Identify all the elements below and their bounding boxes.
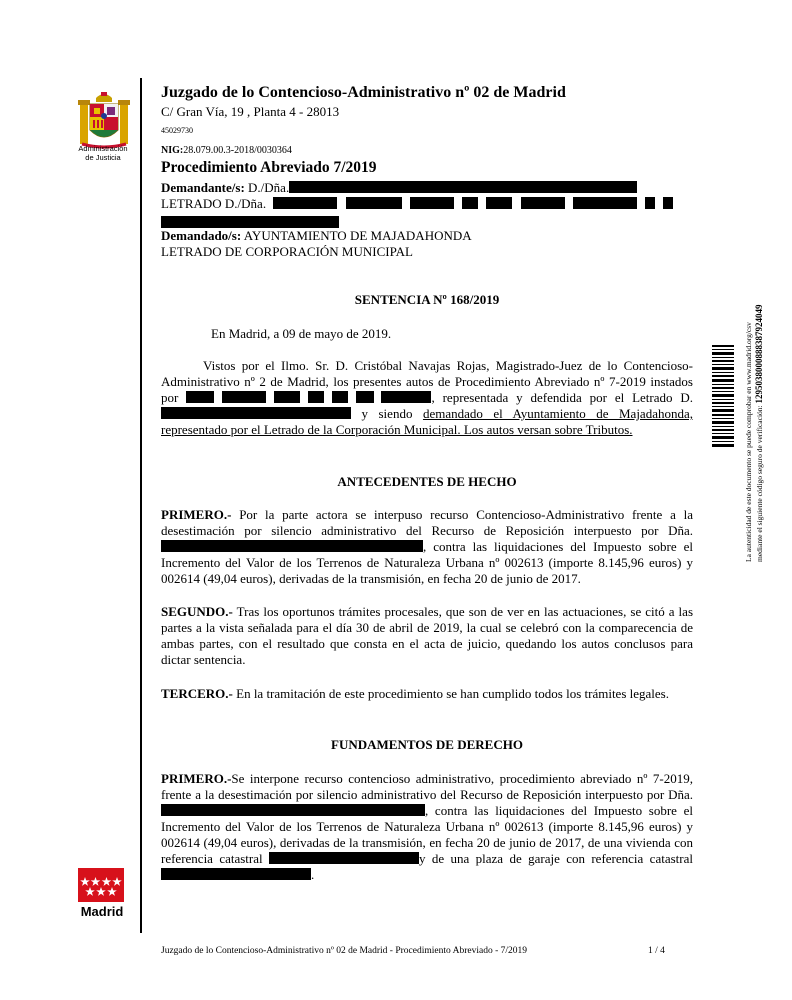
- fundamentos-primero-label: PRIMERO.-: [161, 771, 232, 786]
- footer-text: Juzgado de lo Contencioso-Administrativo nº 02 de Madrid - Procedimiento Abreviado - 7/2019: [161, 946, 527, 956]
- defendant-value: AYUNTAMIENTO DE MAJADAHONDA: [243, 228, 472, 243]
- fundamentos-primero-a: Se interpone recurso contencioso administrativo, procedimiento abreviado nº 7-2019, frente a la desestimación por silencio administrativo del Recurso de Reposición interpuesto por Dña.: [161, 771, 693, 802]
- fundamentos-primero-b: , contra las liquidaciones del Impuesto sobre el Incremento del Valor de los Terrenos de Naturaleza Urbana nº 002613 (importe 8.145,96 euros) y 002614 (49,04 euros), derivadas de la transmisión, en fecha 20 de junio de 2017, de una vivienda con referencia catastral: [161, 803, 693, 866]
- defendant-lawyer: LETRADO DE CORPORACIÓN MUNICIPAL: [161, 244, 413, 259]
- intro-paragraph: [161, 358, 693, 438]
- primero-text-a: Por la parte actora se interpuso recurso Contencioso-Administrativo frente a la desestimación por silencio administrativo del Recurso de Reposición interpuesto por Dña.: [161, 507, 693, 538]
- tercero-text: En la tramitación de este procedimiento se han cumplido todos los trámites legales.: [236, 686, 669, 701]
- redaction: [161, 407, 351, 419]
- nig-label: NIG:: [161, 145, 184, 156]
- court-address: C/ Gran Vía, 19 , Planta 4 - 28013: [161, 104, 340, 119]
- court-code: 45029730: [161, 126, 193, 135]
- antecedentes-heading: ANTECEDENTES DE HECHO: [337, 474, 517, 489]
- intro-underlined: demandado el Ayuntamiento de Majadahonda, representado por el Letrado de la Corporación Municipal. Los autos versan sobre Tributos.: [161, 406, 693, 437]
- sentence-title: SENTENCIA Nº 168/2019: [354, 292, 500, 307]
- nig-value: 28.079.00.3-2018/0030364: [183, 145, 292, 156]
- segundo-text: Tras los oportunos trámites procesales, que son de ver en las actuaciones, se citó a las partes a la vista señalada para el día 30 de abril de 2019, la cual se celebró con la comparecencia de ambas partes, con el resultado que consta en el acta de juicio, quedando los autos conclusos para dictar sentencia.: [161, 604, 693, 667]
- redaction: [573, 197, 637, 209]
- defendant-label: Demandado/s:: [161, 228, 242, 243]
- plaintiff-lawyer-prefix: LETRADO D./Dña.: [161, 196, 267, 211]
- redaction: [356, 391, 374, 403]
- plaintiff-label: Demandante/s:: [161, 180, 245, 195]
- redaction: [308, 391, 324, 403]
- verification-line2: [754, 262, 765, 562]
- logo-caption-line2: de Justicia: [85, 153, 121, 162]
- defendant-line: [161, 228, 472, 244]
- redaction: [161, 216, 339, 228]
- redaction: [346, 197, 402, 209]
- intro-text-b: ,: [431, 390, 435, 405]
- redaction: [486, 197, 512, 209]
- madrid-logo: [78, 868, 124, 902]
- fundamentos-heading: FUNDAMENTOS DE DERECHO: [331, 737, 523, 752]
- verification-prefix: mediante el siguiente código seguro de verificación:: [755, 405, 764, 562]
- court-name: Juzgado de lo Contencioso-Administrativo nº 02 de Madrid: [161, 84, 566, 101]
- primero-text-b: , contra las liquidaciones del Impuesto sobre el Incremento del Valor de los Terrenos de Naturaleza Urbana nº 002613 (importe 8.145,96 euros) y 002614 (49,04 euros), derivadas de la transmisión, en fecha 20 de junio de 2017.: [161, 539, 693, 586]
- intro-text-c: representada y defendida por el Letrado D.: [442, 390, 694, 405]
- margin-rule: [140, 78, 142, 933]
- fundamentos-primero: [161, 771, 693, 883]
- redaction: [161, 804, 425, 816]
- redaction: [161, 868, 311, 880]
- redaction: [645, 197, 655, 209]
- redaction: [462, 197, 478, 209]
- fundamentos-primero-d: .: [311, 867, 315, 882]
- redaction: [269, 852, 419, 864]
- intro-text-d: y siendo: [361, 406, 413, 421]
- logo-caption: [64, 144, 142, 162]
- redaction: [273, 197, 337, 209]
- plaintiff-lawyer-line: [161, 196, 673, 212]
- redaction: [161, 540, 423, 552]
- redaction: [186, 391, 214, 403]
- verification-line1: La autenticidad de este documento se puede comprobar en www.madrid.org/csv: [744, 322, 753, 562]
- redaction: [410, 197, 454, 209]
- plaintiff-prefix: D./Dña.: [248, 180, 290, 195]
- intro-text-a: Vistos por el Ilmo. Sr. D. Cristóbal Navajas Rojas, Magistrado-Juez de lo Contencioso-Administrativo nº 2 de Madrid, los presentes autos de Procedimiento Abreviado nº 7-2019 instados por: [161, 358, 693, 405]
- verification-code: 1295038000888387924049: [754, 304, 764, 404]
- procedure-title: Procedimiento Abreviado 7/2019: [161, 159, 377, 176]
- redaction: [663, 197, 673, 209]
- redaction: [222, 391, 266, 403]
- redaction: [289, 181, 637, 193]
- tercero-label: TERCERO.-: [161, 686, 233, 701]
- stars-icon: [78, 868, 124, 902]
- date-line: En Madrid, a 09 de mayo de 2019.: [211, 326, 392, 341]
- primero-label: PRIMERO.-: [161, 507, 232, 522]
- antecedentes-tercero: [161, 686, 693, 702]
- antecedentes-primero: [161, 507, 693, 587]
- barcode-icon: [712, 345, 734, 447]
- logo-caption-line1: Administración: [78, 144, 128, 153]
- madrid-logo-caption: Madrid: [80, 904, 124, 919]
- redaction: [274, 391, 300, 403]
- page-number: 1 / 4: [648, 946, 665, 956]
- redaction: [521, 197, 565, 209]
- plaintiff-line: [161, 180, 637, 196]
- redaction: [381, 391, 431, 403]
- segundo-label: SEGUNDO.-: [161, 604, 233, 619]
- antecedentes-segundo: [161, 604, 693, 668]
- nig-line: [161, 143, 292, 159]
- redaction: [332, 391, 348, 403]
- fundamentos-primero-c: y de una plaza de garaje con referencia catastral: [419, 851, 693, 866]
